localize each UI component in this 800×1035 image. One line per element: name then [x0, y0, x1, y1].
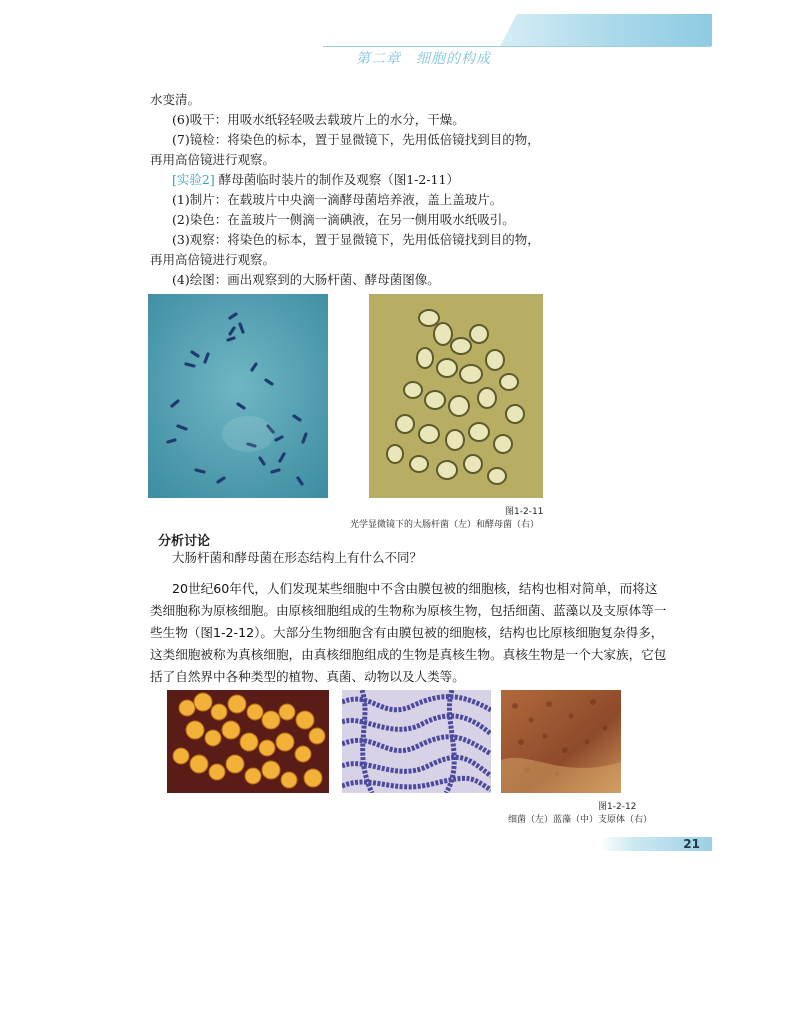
- experiment-step: (1)制片：在载玻片中央滴一滴酵母菌培养液，盖上盖玻片。: [172, 192, 503, 207]
- experiment-step: (2)染色：在盖玻片一侧滴一滴碘液，在另一侧用吸水纸吸引。: [172, 212, 515, 227]
- chapter-title: 第二章 细胞的构成: [356, 51, 491, 67]
- experiment-step: (3)观察：将染色的标本，置于显微镜下，先用低倍镜找到目的物，: [172, 232, 540, 247]
- mycoplasma-photo: [501, 690, 621, 793]
- experiment-heading: [172, 172, 459, 188]
- step-line: (6)吸干：用吸水纸轻轻吸去载玻片上的水分，干燥。: [172, 112, 465, 127]
- step-line: (7)镜检：将染色的标本，置于显微镜下，先用低倍镜找到目的物，: [172, 132, 540, 147]
- discussion-heading: 分析讨论: [158, 534, 211, 549]
- page-number: 21: [683, 837, 700, 851]
- figure-caption: 细菌（左）蓝藻（中）支原体（右）: [508, 815, 653, 825]
- experiment-step: 再用高倍镜进行观察。: [150, 252, 276, 267]
- experiment-label: [实验2]: [172, 172, 215, 187]
- body-paragraph: 20世纪60年代，人们发现某些细胞中不含由膜包被的细胞核，结构也相对简单，而将这类细胞称为原核细胞。由原核细胞组成的生物称为原核生物，包括细菌、蓝藻以及支原体等一些生物（图1-2-12）。大部分生物细胞含有由膜包被的细胞核，结构也比原核细胞复杂得多，这类细胞被称为真核细胞，由真核细胞组成的生物是真核生物。真核生物是一个大家族，它包括了自然界中各种类型的植物、真菌、动物以及人类等。: [150, 581, 667, 684]
- experiment-step: (4)绘图：画出观察到的大肠杆菌、酵母菌图像。: [172, 272, 440, 287]
- bacteria-photo: [167, 690, 329, 793]
- figure-number: 图1-2-12: [598, 802, 637, 812]
- yeast-micrograph: [369, 294, 543, 498]
- discussion-question: 大肠杆菌和酵母菌在形态结构上有什么不同？: [172, 550, 423, 565]
- header-decoration-band: [500, 14, 712, 46]
- ecoli-micrograph: [148, 294, 328, 498]
- step-line: 再用高倍镜进行观察。: [150, 152, 276, 167]
- header-rule: [323, 46, 711, 47]
- cyanobacteria-photo: [342, 690, 491, 793]
- step-line: 水变清。: [150, 92, 201, 107]
- figure-caption: 光学显微镜下的大肠杆菌（左）和酵母菌（右）: [350, 520, 540, 530]
- figure-number: 图1-2-11: [505, 507, 544, 517]
- experiment-title: 酵母菌临时装片的制作及观察（图1-2-11）: [214, 172, 459, 187]
